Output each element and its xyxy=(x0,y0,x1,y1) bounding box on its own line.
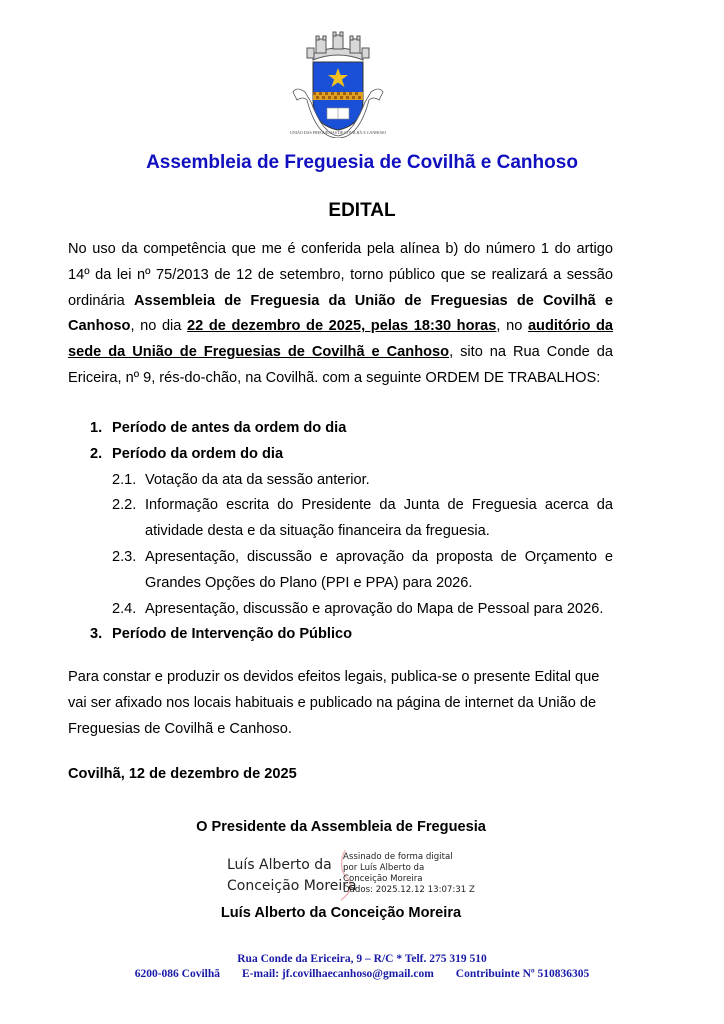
agenda-subitem-label: Apresentação, discussão e aprovação do Mapa de Pessoal para 2026. xyxy=(145,600,604,617)
agenda-item xyxy=(68,622,613,648)
digital-signature-block xyxy=(227,852,487,902)
footer-postal-code: 6200-086 Covilhã xyxy=(134,968,220,980)
intro-line-2: 14º da lei nº 75/2013 de 12 de setembro, torno público que se realizará a sessão xyxy=(68,266,613,283)
agenda-item-label: Período de Intervenção do Público xyxy=(112,626,353,643)
closing-paragraph: Para constar e produzir os devidos efeitos legais, publica-se o presente Edital que vai ser afixado nos locais habituais e publicado na página de internet da União de Freguesias de Covilhã e Canhoso. xyxy=(68,669,600,737)
digital-signer-name-line: Conceição Moreira xyxy=(227,878,357,894)
signature-info-line: Conceição Moreira xyxy=(343,874,423,884)
signatory-role: O Presidente da Assembleia de Freguesia xyxy=(196,819,486,835)
document-type-heading: EDITAL xyxy=(328,200,396,221)
agenda-subitem-label: Informação escrita do Presidente da Junta de Freguesia acerca da atividade desta e da situação financeira da freguesia. xyxy=(145,497,613,540)
agenda-subitem xyxy=(68,597,613,623)
intro-line-3 xyxy=(68,289,613,315)
intro-line-1: No uso da competência que me é conferida pela alínea b) do número 1 do artigo xyxy=(68,241,613,257)
agenda-subitem-number: 2.4. xyxy=(112,600,137,617)
digital-signer-name-line: Luís Alberto da xyxy=(227,857,332,873)
assembly-name-end: Canhoso xyxy=(68,318,131,335)
signature-info-line: por Luís Alberto da xyxy=(343,863,425,873)
agenda-item-number: 1. xyxy=(90,420,103,436)
meeting-date-time: 22 de dezembro de 2025, pelas 18:30 horas xyxy=(187,318,497,335)
footer-email-link[interactable]: E-mail: jf.covilhaecanhoso@gmail.com xyxy=(241,968,434,980)
footer-line-2 xyxy=(0,967,724,982)
agenda-item-number: 3. xyxy=(90,626,103,643)
intro-line-5 xyxy=(68,340,613,366)
agenda-subitem-number: 2.1. xyxy=(112,471,137,488)
mural-crown-icon xyxy=(307,32,369,60)
text-fragment: , sito na Rua Conde da xyxy=(449,344,613,361)
digital-signature-info xyxy=(343,852,475,896)
footer-contact xyxy=(0,952,724,982)
agenda-item-label: Período de antes da ordem do dia xyxy=(112,420,347,436)
open-book-icon xyxy=(327,108,349,119)
agenda-item xyxy=(68,416,613,442)
place-date: Covilhã, 12 de dezembro de 2025 xyxy=(68,766,297,782)
agenda-item-label: Período da ordem do dia xyxy=(112,445,284,462)
intro-line-6: Ericeira, nº 9, rés-do-chão, na Covilhã. com a seguinte ORDEM DE TRABALHOS: xyxy=(68,369,601,386)
assembly-title: Assembleia de Freguesia de Covilhã e Canhoso xyxy=(146,152,578,173)
agenda-subitem-number: 2.2. xyxy=(112,497,137,514)
meeting-place-cont: sede da União de Freguesias de Covilhã e Canhoso xyxy=(68,344,450,361)
assembly-name: Assembleia de Freguesia da União de Freguesias de Covilhã e xyxy=(133,292,613,309)
signature-timestamp: Dados: 2025.12.12 13:07:31 Z xyxy=(343,885,475,895)
svg-text:UNIÃO DAS FREGUESIAS DE COVILH: UNIÃO DAS FREGUESIAS DE COVILHÃ E CANHOSO xyxy=(289,130,387,135)
footer-address: Rua Conde da Ericeira, 9 – R/C * Telf. 275 319 510 xyxy=(237,953,487,965)
signer-name: Luís Alberto da Conceição Moreira xyxy=(220,905,462,921)
agenda-item-number: 2. xyxy=(90,445,103,462)
footer-tax-number: Contribuinte Nº 510836305 xyxy=(455,968,590,980)
signature-info-line: Assinado de forma digital xyxy=(343,852,453,862)
text-fragment: , no xyxy=(496,318,528,335)
coat-of-arms-logo xyxy=(283,30,393,138)
agenda-subitem-label: Votação da ata da sessão anterior. xyxy=(145,471,370,488)
agenda-subitem-label: Apresentação, discussão e aprovação da proposta de Orçamento e Grandes Opções do Plano (PPI e PPA) para 2026. xyxy=(145,548,613,591)
digital-signer-name xyxy=(227,855,357,897)
agenda-list xyxy=(68,416,613,648)
agenda-subitem xyxy=(68,468,613,494)
agenda-subitem-number: 2.3. xyxy=(112,548,137,565)
intro-paragraph xyxy=(68,237,613,392)
agenda-subitem xyxy=(68,493,613,545)
meeting-place: auditório da xyxy=(527,318,613,335)
session-type: ordinária xyxy=(68,292,134,309)
text-fragment: , no dia xyxy=(130,318,188,335)
intro-line-4 xyxy=(68,314,613,340)
agenda-subitem xyxy=(68,545,613,597)
agenda-item xyxy=(68,442,613,468)
